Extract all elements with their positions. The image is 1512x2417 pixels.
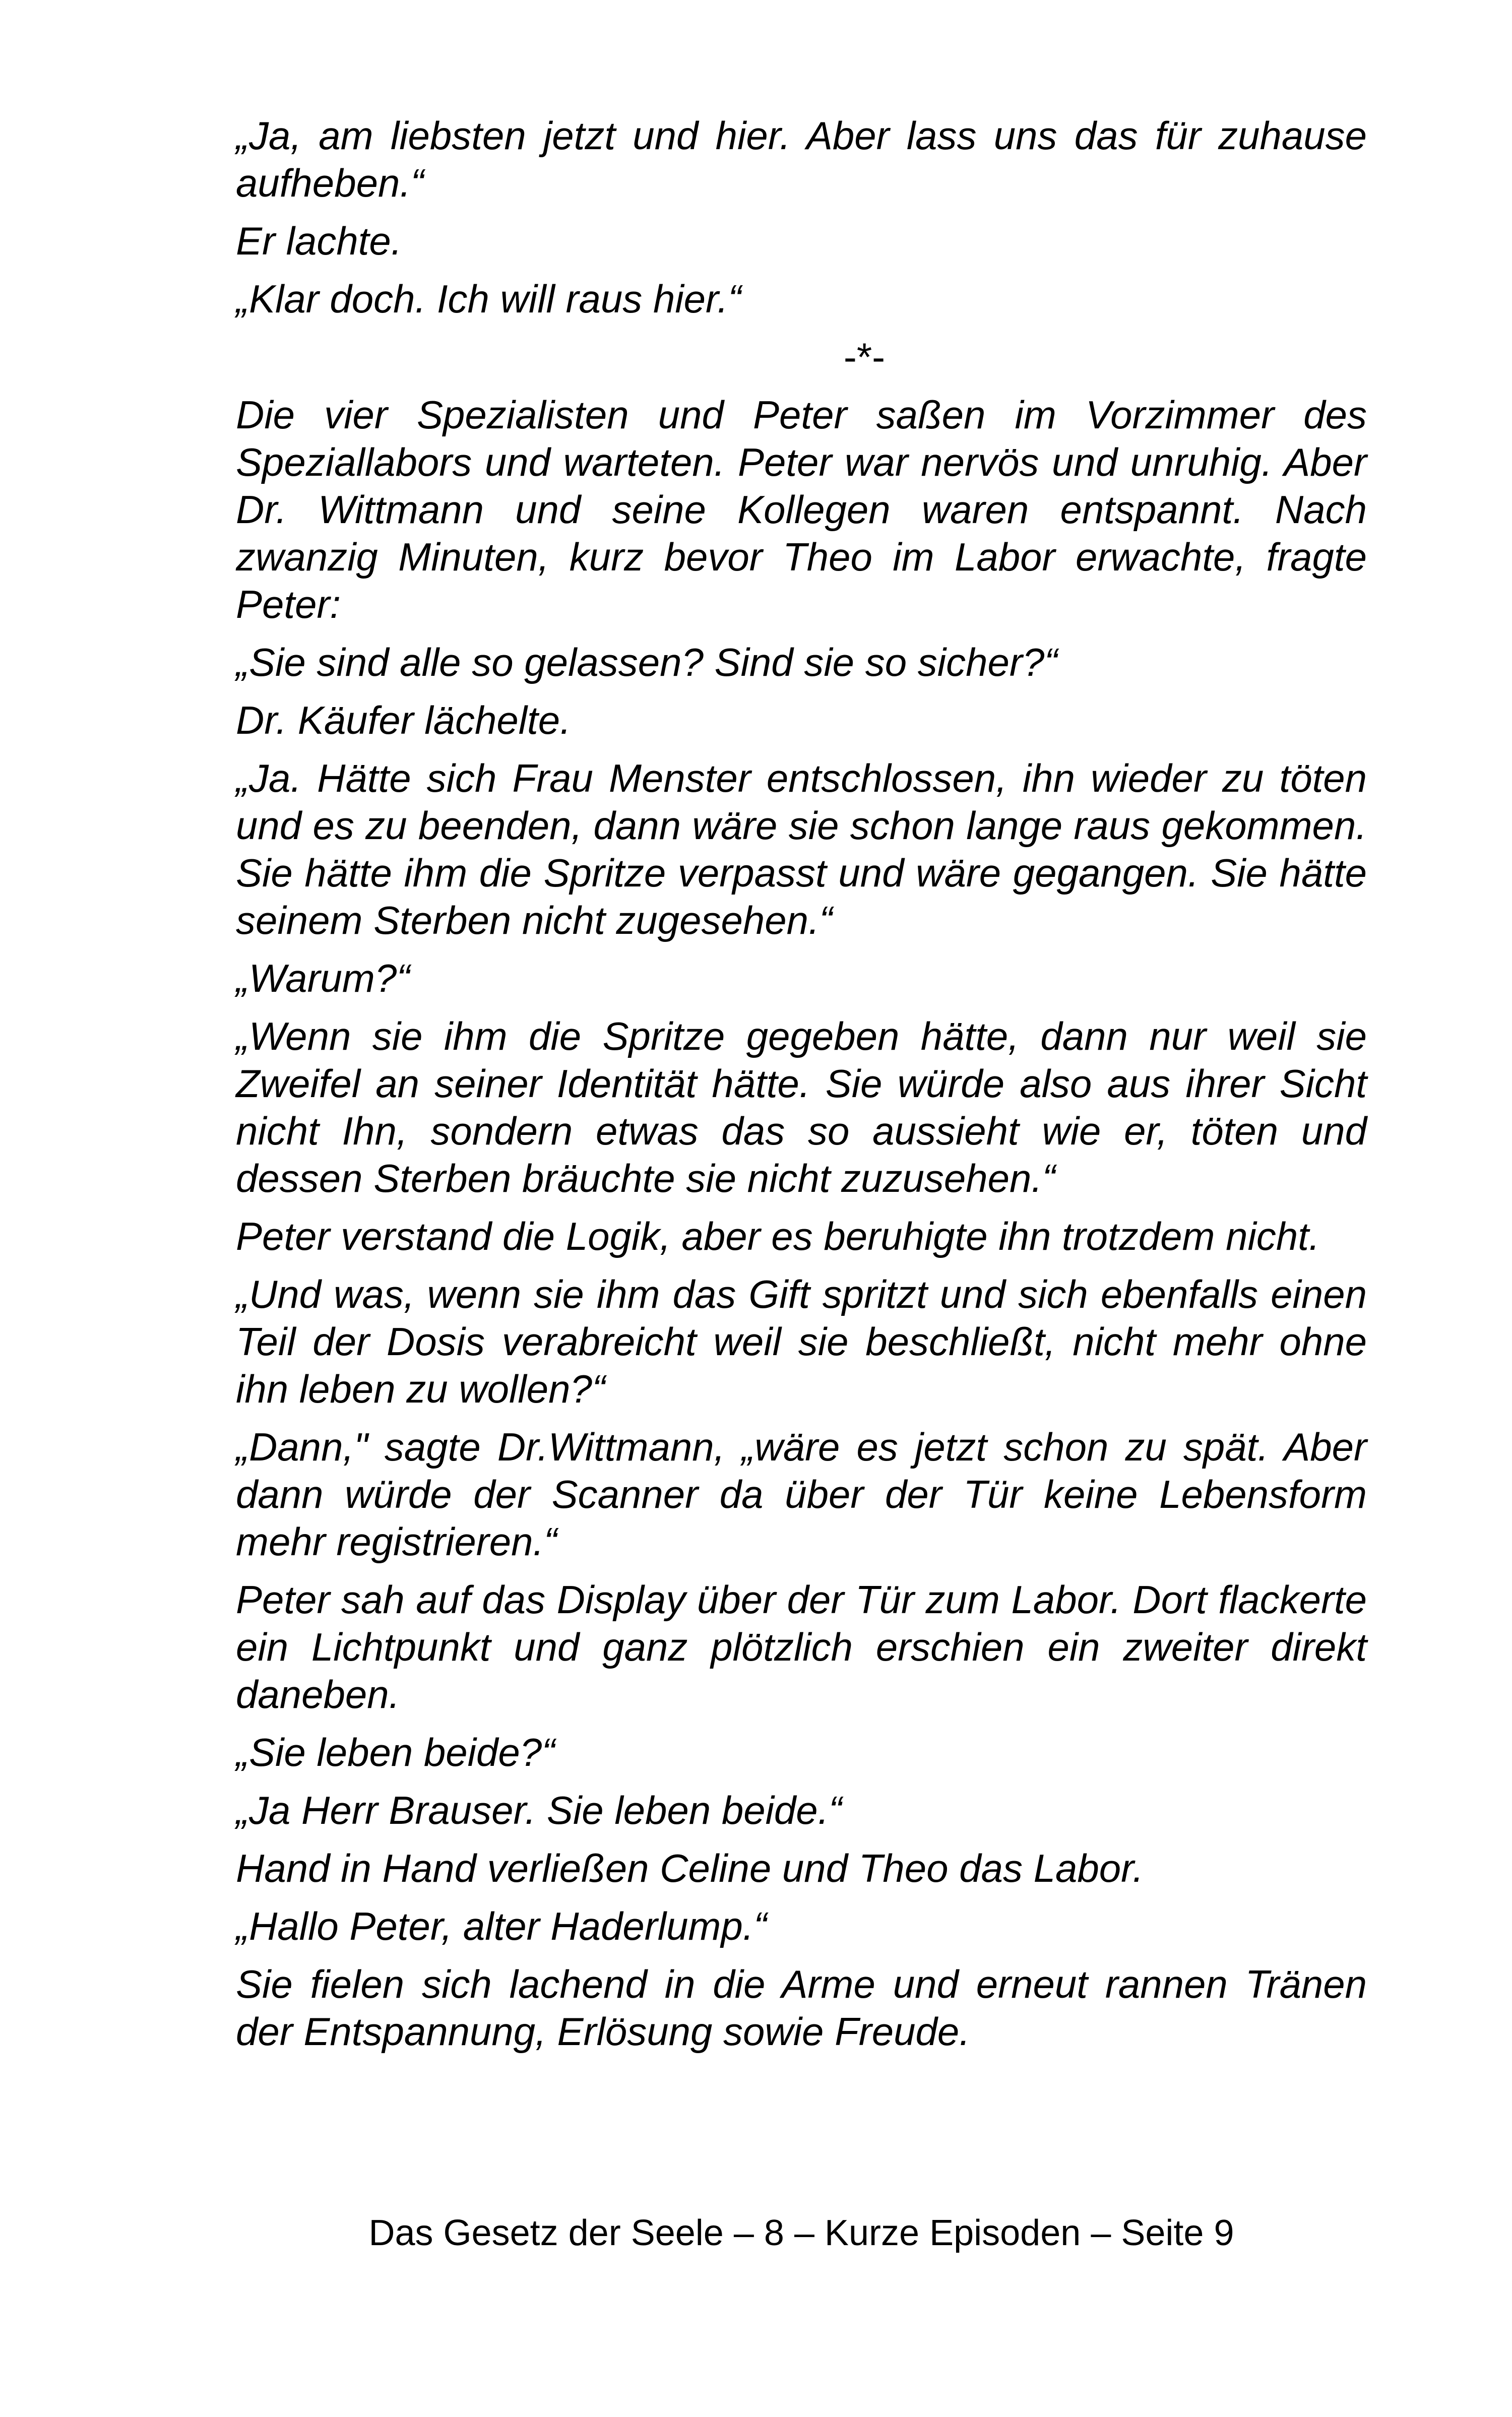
- paragraph: Peter verstand die Logik, aber es beruhigte ihn trotzdem nicht.: [236, 1214, 1320, 1258]
- paragraph: Er lachte.: [236, 219, 402, 263]
- page-footer: Das Gesetz der Seele – 8 – Kurze Episoden – Seite 9: [368, 2213, 1234, 2253]
- paragraph: „Ja, am liebsten jetzt und hier. Aber lass uns das für zuhause aufheben.“: [236, 113, 1367, 205]
- paragraph: „Dann," sagte Dr.Wittmann, „wäre es jetzt schon zu spät. Aber dann würde der Scanner da über der Tür keine Lebensform mehr registrieren.“: [236, 1425, 1367, 1564]
- scene-separator: -*-: [843, 335, 886, 379]
- paragraph: Peter sah auf das Display über der Tür zum Labor. Dort flackerte ein Lichtpunkt und ganz plötzlich erschien ein zweiter direkt daneben.: [236, 1577, 1367, 1716]
- paragraph: „Sie leben beide?“: [236, 1730, 555, 1774]
- body-text: [236, 112, 1367, 2066]
- paragraph: „Ja Herr Brauser. Sie leben beide.“: [236, 1788, 842, 1832]
- paragraph: „Ja. Hätte sich Frau Menster entschlossen, ihn wieder zu töten und es zu beenden, dann wäre sie schon lange raus gekommen. Sie hätte ihm die Spritze verpasst und wäre gegangen. Sie hätte seinem Sterben nicht zugesehen.“: [236, 756, 1367, 942]
- paragraph: Hand in Hand verließen Celine und Theo das Labor.: [236, 1846, 1144, 1890]
- paragraph: „Klar doch. Ich will raus hier.“: [236, 277, 741, 321]
- paragraph: „Hallo Peter, alter Haderlump.“: [236, 1904, 767, 1948]
- paragraph: „Warum?“: [236, 956, 410, 1000]
- paragraph: Dr. Käufer lächelte.: [236, 698, 571, 742]
- paragraph: „Wenn sie ihm die Spritze gegeben hätte, dann nur weil sie Zweifel an seiner Identität hätte. Sie würde also aus ihrer Sicht nicht Ihn, sondern etwas das so aussieht wie er, töten und dessen Sterben bräuchte sie nicht zuzusehen.“: [236, 1014, 1367, 1200]
- paragraph: „Sie sind alle so gelassen? Sind sie so sicher?“: [236, 640, 1058, 684]
- paragraph: „Und was, wenn sie ihm das Gift spritzt und sich ebenfalls einen Teil der Dosis verabreicht weil sie beschließt, nicht mehr ohne ihn leben zu wollen?“: [236, 1272, 1367, 1411]
- paragraph: Die vier Spezialisten und Peter saßen im Vorzimmer des Speziallabors und warteten. Peter war nervös und unruhig. Aber Dr. Wittmann und seine Kollegen waren entspannt. Nach zwanzig Minuten, kurz bevor Theo im Labor erwachte, fragte Peter:: [236, 393, 1367, 626]
- paragraph: Sie fielen sich lachend in die Arme und erneut rannen Tränen der Entspannung, Erlösung sowie Freude.: [236, 1962, 1367, 2054]
